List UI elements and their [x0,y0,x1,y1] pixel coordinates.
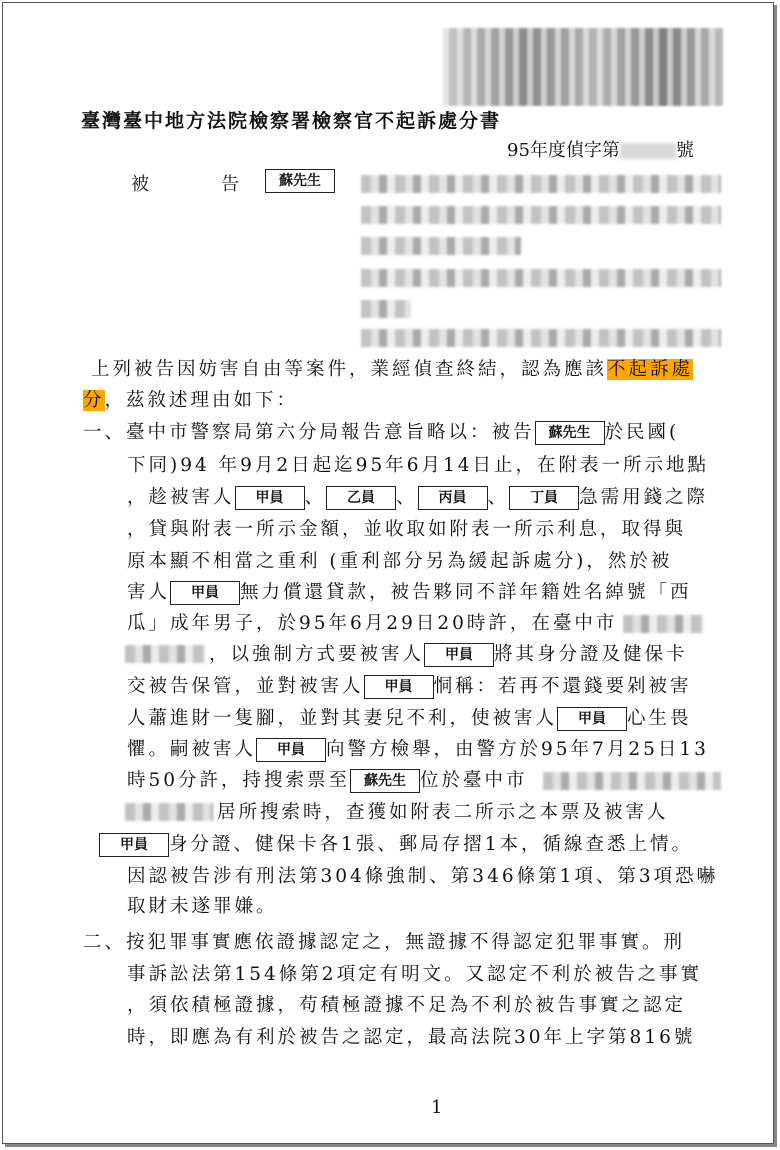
body-line: 瓜」成年男子，於95年6月29日20時許，在臺中市 [127,613,618,634]
text-run: 心生畏 [627,708,692,729]
body-line [91,356,693,384]
text-run: 交被告保管，並對被害人 [127,676,364,697]
case-number [507,136,694,162]
body-line: ，須依積極證據，苟積極證據不足為不利於被告事實之認定 [127,995,687,1016]
defendant-name: 蘇先生 [265,169,335,193]
defendant-label-2: 告 [221,174,239,195]
text-run: 一、臺中市警察局第六分局報告意旨略以：被告 [83,422,535,443]
victim-a-name: 甲員 [235,486,305,510]
text-run: 、 [396,487,418,508]
body-line [127,673,692,701]
redacted-case-number [620,143,676,159]
victim-a-name: 甲員 [557,707,627,731]
body-line [127,705,692,733]
body-line [99,831,693,859]
redacted-info-line [361,269,721,287]
body-line [127,767,528,795]
case-prefix: 95年度偵字第 [507,140,620,161]
case-suffix: 號 [675,140,694,161]
body-line [127,484,708,512]
body-line: 原本顯不相當之重利 (重利部分另為緩起訴處分)，然於被 [127,551,673,572]
text-run: 恫稱：若再不還錢要剁被害 [433,676,692,697]
body-line [83,387,298,415]
redacted-address [543,772,721,790]
text-run: 於民國( [604,422,680,443]
text-run: 向警方檢舉，由警方於95年7月25日13 [326,739,709,760]
text-run: 上列被告因妨害自由等案件，業經偵查終結，認為應該 [91,359,608,380]
body-line: 居所搜索時，查獲如附表二所示之本票及被害人 [217,802,669,823]
page-number: 1 [431,1097,443,1118]
redacted-address [623,615,703,633]
highlight-text: 不起訴處 [607,359,694,380]
body-line [127,579,692,607]
redacted-info-line [361,329,721,347]
victim-d-name: 丁員 [509,486,579,510]
redacted-info-line [361,237,521,255]
victim-a-name: 甲員 [424,643,494,667]
defendant-name-box [265,169,335,193]
victim-a-name: 甲員 [256,738,326,762]
body-line [83,419,679,447]
body-line: 因認被告涉有刑法第304條強制、第346條第1項、第3項恐嚇 [127,866,719,887]
highlight-text: 分 [83,390,105,411]
defendant-name: 蘇先生 [350,769,420,793]
victim-a-name: 甲員 [99,833,169,857]
body-line: ，貸與附表一所示金額，並收取如附表一所示利息，取得與 [127,519,687,540]
redacted-address [125,645,205,663]
document-title: 臺灣臺中地方法院檢察署檢察官不起訴處分書 [81,110,502,132]
text-run: 將其身分證及健保卡 [494,644,688,665]
victim-a-name: 甲員 [364,675,434,699]
body-line: 取財未遂罪嫌。 [127,896,278,917]
document-page [2,2,774,1144]
body-line: 時，即應為有利於被告之認定，最高法院30年上字第816號 [127,1027,696,1048]
text-run: 位於臺中市 [420,770,528,791]
text-run: 、 [487,487,510,508]
victim-a-name: 甲員 [170,581,240,605]
defendant-name: 蘇先生 [535,421,605,445]
redacted-info-line [361,300,411,318]
text-run: ，以強制方式要被害人 [209,644,425,665]
text-run: 懼。嗣被害人 [127,739,257,760]
body-line: 事訴訟法第154條第2項定有明文。又認定不利於被告之事實 [127,964,703,985]
text-run: 人蕭進財一隻腳，並對其妻兒不利，使被害人 [127,708,558,729]
victim-b-name: 乙員 [326,486,396,510]
text-run: 、 [304,487,327,508]
text-run: ，趁被害人 [127,487,235,508]
text-run: 無力償還貸款，被告夥同不詳年籍姓名綽號「西 [240,582,692,603]
redacted-header-mosaic [443,28,723,106]
redacted-info-line [361,175,721,193]
victim-c-name: 丙員 [418,486,488,510]
body-line [209,641,688,669]
text-run: 身分證、健保卡各1張、郵局存摺1本，循線查悉上情。 [169,834,694,855]
redacted-info-line [361,206,721,224]
body-line: 下同)94 年9月2日起迄95年6月14日止，在附表一所示地點 [127,455,710,476]
text-run: 害人 [127,582,171,603]
text-run: 時50分許，持搜索票至 [127,770,351,791]
body-line [127,736,709,764]
defendant-label-1: 被 [131,174,149,195]
text-run: ，茲敘述理由如下： [104,390,299,411]
redacted-address [125,803,213,821]
body-line: 二、按犯罪事實應依證據認定之，無證據不得認定犯罪事實。刑 [83,932,686,953]
text-run: 急需用錢之際 [579,487,709,508]
